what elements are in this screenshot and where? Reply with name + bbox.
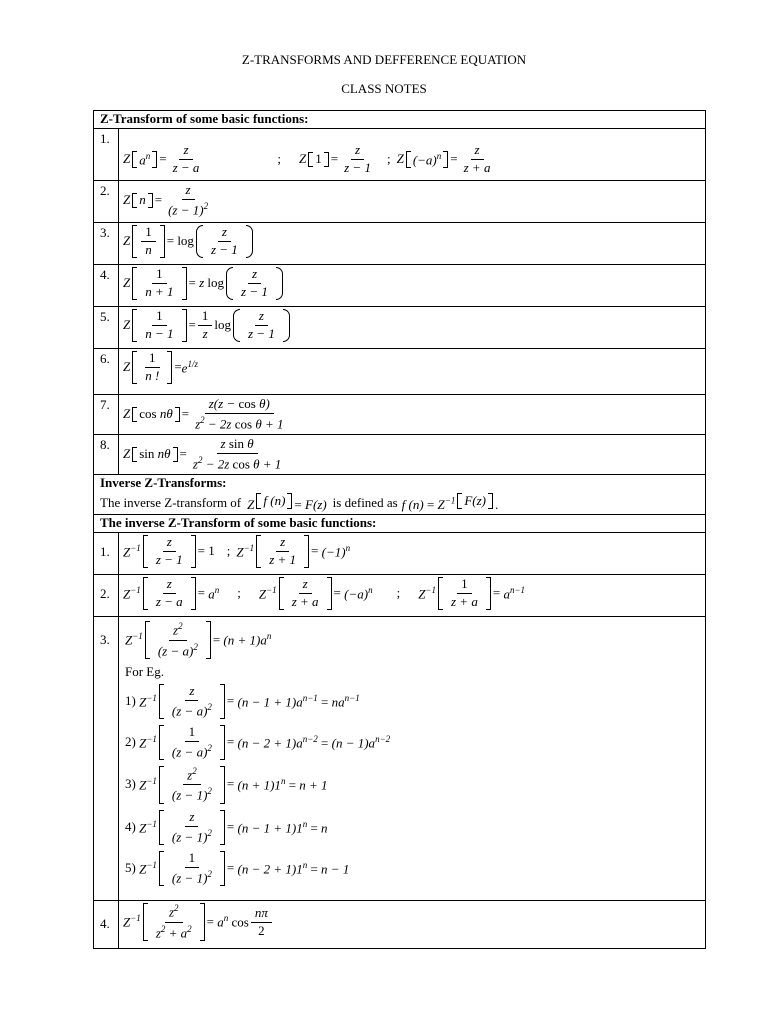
inverse-definition: The inverse Z-transform of Z f (n) = F(z) is defined as f $(n) = Z^{-1}$ F(z) .: [100, 492, 499, 513]
example-number: 3): [125, 776, 136, 792]
table-row: [94, 533, 706, 575]
table-row: [94, 575, 706, 617]
row-number: 3.: [94, 222, 119, 264]
section-heading-inverse-basic: The inverse Z-Transform of some basic functions:: [94, 515, 706, 533]
formula-table: [93, 110, 706, 949]
table-row: [94, 348, 706, 394]
table-row: [94, 435, 706, 475]
example-label: For Eg.: [125, 663, 164, 679]
formula-cell: Z sin nθ = $\frac{\text{z sin θ}}{z^2 - 2z \cos \theta + 1}$: [119, 435, 706, 475]
table-row: [94, 128, 706, 180]
page-subtitle: CLASS NOTES: [341, 81, 427, 96]
row-number: 2.: [94, 575, 119, 617]
table-row: [94, 617, 706, 901]
table-row: [94, 901, 706, 949]
formula-cell: Z $a^n$ = $\frac{z}{z - a}$ ; Z 1 = $\frac{z}{z - 1}$ ; Z $(-a)^n$ = $\frac{z}{z + a}$: [119, 128, 706, 180]
table-row: [94, 475, 706, 515]
row-number: 8.: [94, 435, 119, 475]
example-number: 1): [125, 692, 136, 708]
section-heading-ztransform: Z-Transform of some basic functions:: [94, 111, 706, 129]
row-number: 4.: [94, 264, 119, 306]
formula-cell: $Z^{-1}$ z z − a = $a^n$ ; $Z^{-1}$ z z + a = $(-a)^n$ ; $Z^{-1}$ 1 z + a = $a^{n-1}$: [119, 575, 706, 617]
row-number: 2.: [94, 180, 119, 222]
formula-cell: $Z^{-1}$ $z^2$ $z^2 + a^2$ = $a^n$ cos nπ 2: [119, 901, 706, 949]
row-number: 7.: [94, 394, 119, 434]
table-row: [94, 180, 706, 222]
page-title: Z-TRANSFORMS AND DEFFERENCE EQUATION: [241, 52, 527, 67]
definition-text-middle: is defined as: [332, 494, 398, 510]
formula-cell: Z cos nθ = $\frac{\text{z(z − cos θ)}}{z^2 - 2z \cos \theta + 1}$: [119, 394, 706, 434]
row-number: 5.: [94, 306, 119, 348]
table-row: [94, 222, 706, 264]
table-row: [94, 264, 706, 306]
row-number: 1.: [94, 533, 119, 575]
row-number: 4.: [94, 901, 119, 949]
formula-cell: Z 1 n = log z z − 1: [119, 222, 706, 264]
example-number: 5): [125, 860, 136, 876]
formula-cell: Z 1 n ! = $e^{1/z}$: [119, 348, 706, 394]
definition-text-prefix: The inverse Z-transform of: [100, 494, 242, 510]
formula-cell: $Z^{-1}$ $z^2$ $(z - a)^2$ = $(n + 1)a^n$ For Eg. 1) $Z^{-1}$ z $(z - a)^2$ = $(n - 1 + 1)a^{n-1} = na^{n-1}$ 2) $Z^{-1}$ 1 $(z - a)^2$ = $(n - 2 + 1)a^{n-2} = (n - 1)a^{n-2}$ 3) $Z^{-1}$ $z^2$ $(z - 1)^2$ = $(n + 1)1^n = n + 1$ 4) $Z^{-1}$ z $(z - 1)^2$ = $(n - 1 + 1)1^n = n$ 5) $Z^{-1}$ 1 $(z - 1)^2$ = $(n - 2 + 1)1^n = n - 1$: [119, 617, 706, 901]
formula-cell: Z 1 n − 1 = $\frac{1}{z}$ log z z − 1: [119, 306, 706, 348]
section-heading-inverse: Inverse Z-Transforms:: [100, 475, 227, 491]
row-number: 1.: [94, 128, 119, 180]
row-number: 3.: [94, 617, 119, 901]
formula-cell: $Z^{-1}$ z z − 1 = 1 ; $Z^{-1}$ z z + 1 = $(-1)^n$: [119, 533, 706, 575]
table-row: [94, 306, 706, 348]
row-number: 6.: [94, 348, 119, 394]
example-number: 4): [125, 818, 136, 834]
formula-cell: Z 1 n + 1 = z log z z − 1: [119, 264, 706, 306]
formula-cell: Z n = $\frac{z}{(z - 1)^2}$: [119, 180, 706, 222]
table-row: [94, 394, 706, 434]
example-number: 2): [125, 734, 136, 750]
